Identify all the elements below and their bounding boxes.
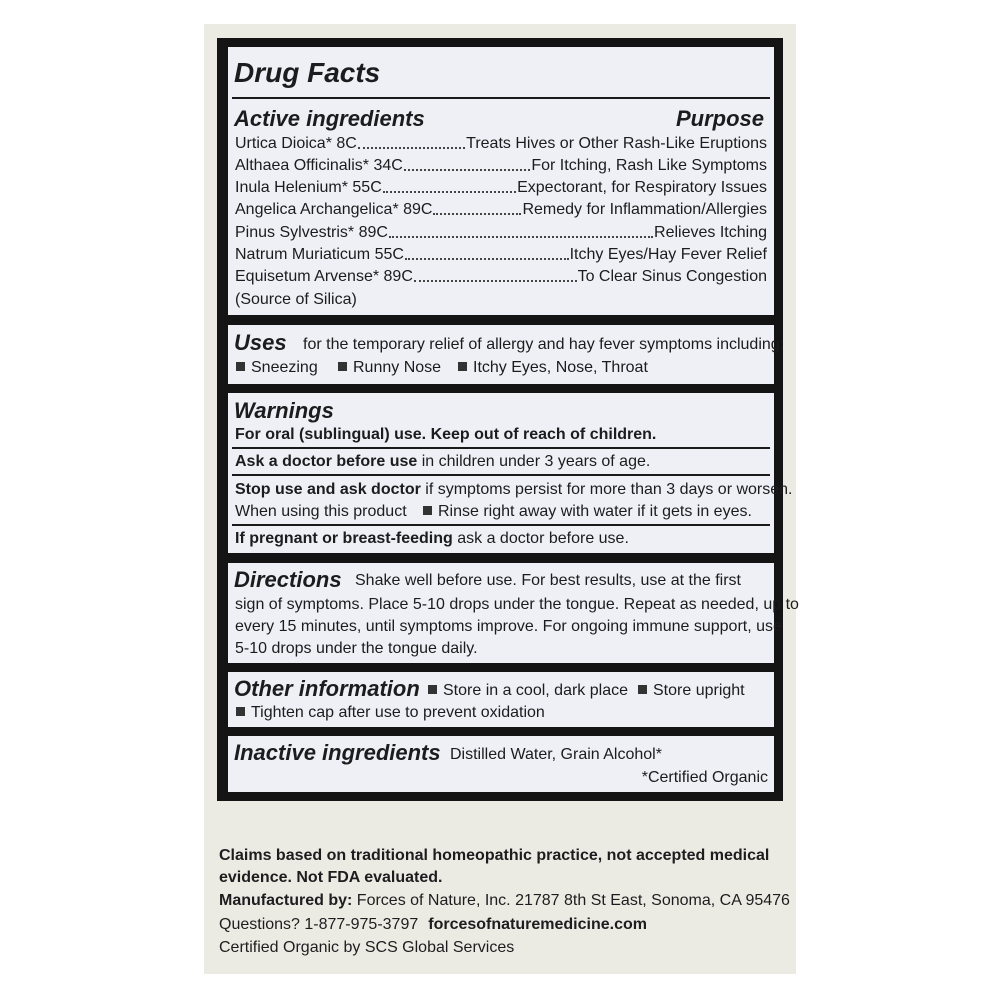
warnings-divider xyxy=(232,447,770,449)
pregnant-label: If pregnant or breast-feeding xyxy=(235,530,453,547)
leader-dots xyxy=(389,236,653,238)
warnings-stop-use xyxy=(235,482,793,498)
ingredient-row xyxy=(235,177,767,197)
warnings-when-using: When using this product xyxy=(235,503,407,520)
leader-dots xyxy=(405,258,569,260)
directions-line: 5-10 drops under the tongue daily. xyxy=(235,640,478,657)
ingredient-name: Althaea Officinalis* 34C xyxy=(235,157,403,174)
drug-facts-panel-active xyxy=(228,47,774,315)
ingredient-name: Equisetum Arvense* 89C xyxy=(235,268,413,285)
uses-heading: Uses xyxy=(234,330,287,355)
directions-line: every 15 minutes, until symptoms improve. For ongoing immune support, use xyxy=(235,618,782,635)
warnings-ask-doctor xyxy=(235,454,650,470)
questions-phone: Questions? 1-877-975-3797 xyxy=(219,916,419,933)
leader-dots xyxy=(358,147,465,149)
bullet-icon xyxy=(236,707,245,716)
other-information-item xyxy=(638,683,745,699)
ingredient-purpose: Treats Hives or Other Rash-Like Eruptions xyxy=(466,135,767,152)
warnings-divider xyxy=(232,524,770,526)
certified-organic-line: Certified Organic by SCS Global Services xyxy=(219,939,515,956)
warnings-panel xyxy=(228,393,793,553)
ingredient-row xyxy=(235,133,767,153)
leader-dots xyxy=(414,280,577,282)
purpose-heading: Purpose xyxy=(675,106,764,131)
manufacturer-line xyxy=(219,893,790,909)
certified-organic-note: *Certified Organic xyxy=(641,769,768,786)
ingredient-row xyxy=(235,266,767,286)
questions-line xyxy=(219,917,647,933)
ingredient-name: Angelica Archangelica* 89C xyxy=(235,201,433,218)
other-information-heading: Other information xyxy=(234,676,420,701)
bullet-icon xyxy=(423,506,432,515)
claims-line: evidence. Not FDA evaluated. xyxy=(219,869,443,886)
uses-item-label: Runny Nose xyxy=(353,359,442,376)
stop-use-label: Stop use and ask doctor xyxy=(235,481,421,498)
other-information-item xyxy=(236,705,545,721)
uses-item xyxy=(338,360,441,376)
ingredient-note: (Source of Silica) xyxy=(235,291,357,308)
ingredient-name: Natrum Muriaticum 55C xyxy=(235,246,404,263)
ingredient-purpose: For Itching, Rash Like Symptoms xyxy=(531,157,767,174)
ingredient-row xyxy=(235,199,767,219)
uses-item-label: Sneezing xyxy=(251,359,318,376)
ingredient-purpose: To Clear Sinus Congestion xyxy=(577,268,767,285)
rinse-text: Rinse right away with water if it gets in eyes. xyxy=(438,503,752,520)
manufacturer-address: Forces of Nature, Inc. 21787 8th St East, Sonoma, CA 95476 xyxy=(352,892,790,909)
ingredient-name: Urtica Dioica* 8C xyxy=(235,135,357,152)
manufacturer-label: Manufactured by: xyxy=(219,892,353,909)
ask-doctor-label: Ask a doctor before use xyxy=(235,453,418,470)
uses-text: for the temporary relief of allergy and hay fever symptoms including: xyxy=(303,336,785,353)
uses-item xyxy=(236,360,318,376)
ingredient-name: Inula Helenium* 55C xyxy=(235,179,382,196)
drug-facts-title: Drug Facts xyxy=(234,57,381,88)
active-ingredients-heading: Active ingredients xyxy=(234,106,425,131)
ingredient-row xyxy=(235,222,767,242)
bullet-icon xyxy=(338,362,347,371)
uses-item xyxy=(458,360,648,376)
warnings-rinse xyxy=(423,504,752,520)
ingredient-name: Pinus Sylvestris* 89C xyxy=(235,224,388,241)
ingredient-purpose: Remedy for Inflammation/Allergies xyxy=(522,201,767,218)
inactive-ingredients-text: Distilled Water, Grain Alcohol* xyxy=(450,746,662,763)
ingredient-purpose: Itchy Eyes/Hay Fever Relief xyxy=(569,246,767,263)
leader-dots xyxy=(433,213,521,215)
claims-line: Claims based on traditional homeopathic practice, not accepted medical xyxy=(219,847,770,864)
warnings-heading: Warnings xyxy=(234,398,334,423)
bullet-icon xyxy=(236,362,245,371)
title-divider xyxy=(232,97,770,99)
directions-line: Shake well before use. For best results, use at the first xyxy=(355,572,741,589)
bullet-icon xyxy=(428,685,437,694)
stop-use-text: if symptoms persist for more than 3 days or worsen. xyxy=(420,481,793,498)
ingredient-purpose: Expectorant, for Respiratory Issues xyxy=(517,179,767,196)
bullet-icon xyxy=(638,685,647,694)
inactive-ingredients-panel xyxy=(228,736,774,792)
directions-heading: Directions xyxy=(234,567,342,592)
pregnant-text: ask a doctor before use. xyxy=(452,530,629,547)
directions-panel xyxy=(228,563,799,663)
other-item-label: Store in a cool, dark place xyxy=(443,682,628,699)
warnings-oral-use: For oral (sublingual) use. Keep out of reach of children. xyxy=(235,426,657,443)
leader-dots xyxy=(404,169,531,171)
warnings-divider xyxy=(232,474,770,476)
leader-dots xyxy=(383,191,516,193)
ingredient-row xyxy=(235,244,767,264)
ingredient-purpose: Relieves Itching xyxy=(654,224,767,241)
uses-panel xyxy=(228,325,785,384)
directions-line: sign of symptoms. Place 5-10 drops under the tongue. Repeat as needed, up to xyxy=(235,596,799,613)
website-link[interactable]: forcesofnaturemedicine.com xyxy=(428,916,647,933)
warnings-pregnant xyxy=(235,531,629,547)
other-item-label: Tighten cap after use to prevent oxidation xyxy=(251,704,545,721)
ask-doctor-text: in children under 3 years of age. xyxy=(417,453,651,470)
bullet-icon xyxy=(458,362,467,371)
other-information-item xyxy=(428,683,628,699)
inactive-ingredients-heading: Inactive ingredients xyxy=(234,740,441,765)
other-information-panel xyxy=(228,672,774,727)
uses-item-label: Itchy Eyes, Nose, Throat xyxy=(473,359,648,376)
ingredient-row xyxy=(235,155,767,175)
other-item-label: Store upright xyxy=(653,682,745,699)
